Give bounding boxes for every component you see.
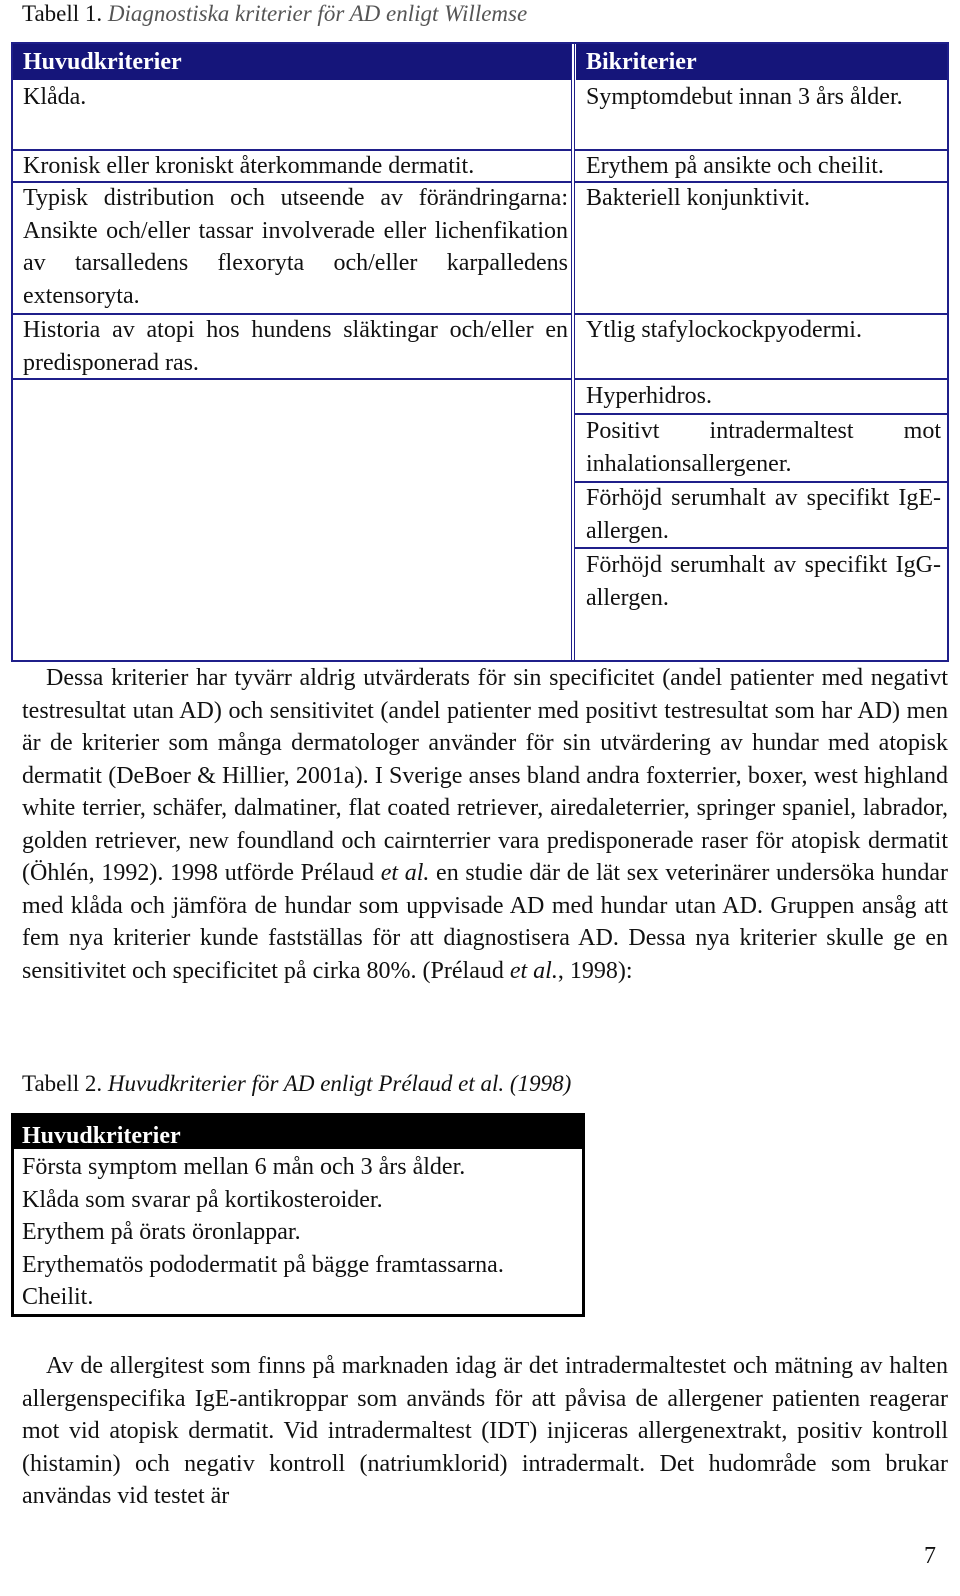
minor-criterion-1: Symptomdebut innan 3 års ålder. [586, 84, 903, 110]
main-criterion-2: Kronisk eller kroniskt återkommande dermatit. [23, 153, 475, 179]
body-paragraph-1 [22, 662, 948, 987]
main-criterion-1: Klåda. [23, 84, 87, 110]
paragraph1-et-al-1: et al. [380, 860, 430, 886]
table2-caption [22, 1070, 571, 1098]
main-criterion-4: Historia av atopi hos hundens släktingar och/eller en predisponerad ras. [23, 317, 568, 376]
criteria-table-prelaud [11, 1113, 585, 1317]
table2-caption-title: Huvudkriterier för AD enligt Prélaud et al. (1998) [107, 1071, 572, 1096]
minor-criterion-5: Hyperhidros. [586, 383, 712, 409]
table2-row-4: Erythematös pododermatit på bägge framtassarna. [22, 1251, 504, 1278]
criteria-table-willemse [11, 42, 949, 662]
table2-caption-prefix: Tabell 2. [22, 1071, 103, 1096]
table1-caption-title: Diagnostiska kriterier för AD enligt Willemse [107, 1, 528, 26]
table1-column-divider [571, 44, 575, 660]
minor-criterion-7: Förhöjd serumhalt av specifikt IgE-allergen. [586, 485, 941, 544]
minor-criterion-6: Positivt intradermaltest mot inhalationsallergener. [586, 418, 941, 477]
table1-caption [22, 0, 527, 28]
body-paragraph-2: Av de allergitest som finns på marknaden idag är det intradermaltestet och mätning av halten allergenspecifika IgE-antikroppar som används för att påvisa de allergener patienten reagerar mot vid atopisk dermatit. Vid intradermaltest (IDT) injiceras allergenextrakt, positiv kontroll (histamin) och negativ kontroll (natriumklorid) intradermalt. Det hudområde som brukar användas vid testet är [22, 1353, 948, 1509]
table1-header-main: Huvudkriterier [13, 44, 571, 80]
main-criterion-3: Typisk distribution och utseende av förändringarna: Ansikte och/eller tassar involverade eller lichenfikation av tarsalledens flexoryta och/eller karpalledens extensoryta. [23, 185, 568, 309]
table2-header: Huvudkriterier [14, 1116, 582, 1149]
minor-criterion-2: Erythem på ansikte och cheilit. [586, 153, 884, 179]
minor-criterion-3: Bakteriell konjunktivit. [586, 185, 810, 211]
table2-row-3: Erythem på örats öronlappar. [22, 1219, 301, 1245]
paragraph1-et-al-2: et al. [509, 957, 558, 984]
minor-criterion-4: Ytlig stafylockockpyodermi. [586, 317, 862, 343]
table2-row-5: Cheilit. [22, 1284, 94, 1310]
minor-criterion-8: Förhöjd serumhalt av specifikt IgG-allergen. [586, 552, 941, 611]
table2-row-1: Första symptom mellan 6 mån och 3 års ålder. [22, 1154, 466, 1180]
table2-row-2: Klåda som svarar på kortikosteroider. [22, 1186, 383, 1213]
paragraph1-text-a: Dessa kriterier har tyvärr aldrig utvärderats för sin specificitet (andel patienter med negativt testresultat utan AD) och sensitivitet (andel patienter med positivt testresultat som har AD) men är de kriterier som många dermatologer använder för sin utvärdering av hundar med atopisk dermatit (DeBoer & Hillier, 2001a). I Sverige anses bland andra foxterrier, boxer, west highland white terrier, schäfer, dalmatiner, flat coated retriever, airedaleterrier, springer spaniel, labrador, golden retriever, new foundland och cairnterrier vara predisponerade raser för atopisk dermatit (Öhlén, 1992). 1998 utförde Prélaud [22, 665, 948, 886]
table1-header-minor: Bikriterier [576, 44, 947, 80]
page-number: 7 [924, 1543, 936, 1569]
paragraph1-text-c: , 1998): [557, 957, 633, 984]
paragraph1-text-b: en studie där de lät sex veterinärer undersöka hundar med klåda och jämföra de hundar som uppvisade AD med hundar utan AD. Gruppen ansåg att fem nya kriterier kunde fastställas för att diagnostisera AD. Dessa nya kriterier skulle ge en sensitivitet och specificitet på cirka 80%. (Prélaud [22, 860, 948, 984]
table1-caption-prefix: Tabell 1. [22, 1, 103, 26]
